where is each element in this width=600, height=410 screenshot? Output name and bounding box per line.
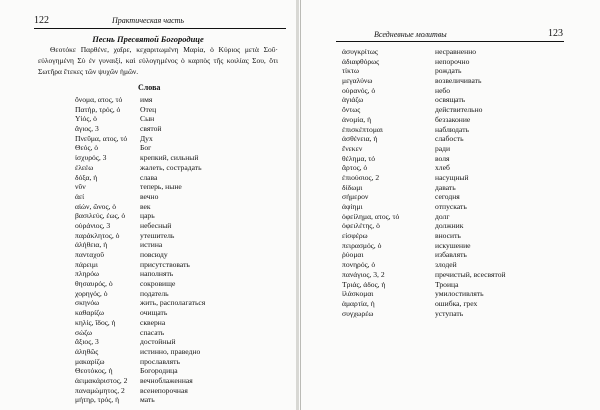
greek-word: ἰσχυρός, 3 bbox=[75, 153, 107, 163]
greek-word: κηλίς, ῖδος, ἡ bbox=[75, 317, 116, 327]
header-rule bbox=[336, 41, 564, 42]
russian-translation: пречистый, всесвятой bbox=[435, 269, 506, 279]
russian-translation: истина bbox=[140, 240, 163, 250]
russian-translation: небо bbox=[435, 85, 451, 95]
russian-translation: несравненно bbox=[435, 47, 477, 56]
greek-word: ἅγιος, 3 bbox=[75, 124, 99, 134]
russian-translation: действительно bbox=[435, 105, 483, 115]
greek-word: χορηγός, ὁ bbox=[75, 288, 108, 298]
russian-translation: ради bbox=[435, 143, 451, 153]
russian-translation: спасать bbox=[140, 327, 165, 337]
russian-translation: ошибка, грех bbox=[435, 298, 478, 308]
greek-word: ἀνομία, ἡ bbox=[342, 114, 372, 124]
greek-word: ἐπισκέπτομαι bbox=[342, 124, 383, 134]
russian-translation: слава bbox=[140, 172, 158, 182]
greek-word: πληρόω bbox=[75, 269, 100, 279]
greek-word: σήμερον bbox=[342, 192, 369, 202]
russian-translation: злодей bbox=[435, 260, 457, 270]
russian-translation: вносить bbox=[435, 231, 461, 241]
russian-translation: Дух bbox=[140, 133, 153, 143]
russian-translation: слабость bbox=[435, 134, 464, 144]
russian-translation: крепкий, сильный bbox=[140, 153, 199, 163]
greek-word: δόξα, ἡ bbox=[75, 172, 98, 182]
greek-word: ὀφειλέτης, ὁ bbox=[342, 221, 380, 231]
greek-word: ἁμαρτία, ἡ bbox=[342, 298, 375, 308]
russian-translation: беззаконие bbox=[435, 114, 471, 124]
russian-translation: очищать bbox=[140, 308, 168, 318]
russian-translation: сокровище bbox=[140, 279, 176, 289]
prayer-text-block bbox=[38, 44, 278, 77]
left-page bbox=[0, 0, 296, 410]
greek-word: πάρειμι bbox=[75, 259, 98, 269]
greek-word: ἱλάσκομαι bbox=[342, 289, 374, 299]
russian-translation: прославлять bbox=[140, 356, 180, 366]
russian-translation: долг bbox=[435, 211, 450, 221]
russian-translation: жить, располагаться bbox=[140, 298, 206, 308]
russian-translation: непорочно bbox=[435, 56, 470, 66]
russian-translation: отпускать bbox=[435, 202, 467, 211]
russian-translation: достойный bbox=[140, 337, 176, 347]
greek-word: μήτηρ, τρός, ἡ bbox=[75, 395, 120, 405]
russian-translation: царь bbox=[140, 211, 155, 221]
greek-word: καθαρίζω bbox=[75, 308, 105, 318]
running-header: Вседневные молитвы bbox=[374, 30, 447, 39]
greek-word: παναμώμητος, 2 bbox=[75, 385, 125, 395]
russian-translation: Бог bbox=[140, 143, 152, 153]
greek-word: Πατήρ, τρός, ὁ bbox=[75, 104, 121, 114]
russian-translation: освящать bbox=[435, 95, 466, 105]
russian-translation: наполнять bbox=[140, 269, 174, 279]
greek-word: ἀδιαφθόρως bbox=[342, 56, 380, 66]
russian-translation: воля bbox=[435, 153, 450, 163]
russian-translation: всенепорочная bbox=[140, 385, 188, 395]
russian-translation: наблюдать bbox=[435, 124, 470, 134]
greek-word: ἁγιάζω bbox=[342, 95, 364, 105]
greek-word: ἄξιος, 3 bbox=[75, 337, 99, 347]
russian-translation: искушение bbox=[435, 240, 471, 250]
greek-word: θησαυρός, ὁ bbox=[75, 279, 113, 289]
russian-translation: теперь, ныне bbox=[140, 182, 182, 192]
russian-translation: святой bbox=[140, 124, 162, 134]
russian-translation: Отец bbox=[140, 104, 157, 114]
greek-word: Θεοτόκος, ἡ bbox=[75, 366, 113, 376]
greek-word: ὀφείλημα, ατος, τό bbox=[342, 211, 400, 221]
greek-word: θέλημα, τό bbox=[342, 153, 376, 163]
russian-translation: умилостивлять bbox=[435, 289, 484, 299]
greek-word: πονηρός, ὁ bbox=[342, 260, 376, 270]
song-title: Песнь Пресвятой Богородице bbox=[92, 34, 204, 44]
russian-translation: имя bbox=[140, 95, 153, 104]
greek-word: βασιλεύς, έως, ὁ bbox=[75, 211, 126, 221]
greek-word: τίκτω bbox=[342, 66, 359, 76]
greek-word: μεγαλύνω bbox=[342, 76, 373, 86]
russian-translation: Богородица bbox=[140, 366, 178, 376]
russian-translation: давать bbox=[435, 182, 456, 192]
greek-word: ἀλήθεια, ἡ bbox=[75, 240, 108, 250]
russian-translation: вечно bbox=[140, 191, 159, 201]
greek-word: ἀληθῶς bbox=[75, 346, 99, 356]
greek-word: συγχωρέω bbox=[342, 308, 374, 318]
header-rule bbox=[34, 28, 286, 29]
greek-word: οὐρανός, ὁ bbox=[342, 85, 376, 95]
russian-translation: век bbox=[140, 201, 151, 211]
greek-word: Πνεῦμα, ατος, τό bbox=[75, 133, 128, 143]
russian-translation: уступать bbox=[435, 308, 464, 318]
greek-word: ἀσυγκρίτως bbox=[342, 47, 378, 56]
greek-word: αἰών, ῶνος, ὁ bbox=[75, 201, 117, 211]
greek-word: πειρασμός, ὁ bbox=[342, 240, 382, 250]
greek-word: οὐράνιος, 3 bbox=[75, 220, 111, 230]
greek-word: ὄνομα, ατος, τό bbox=[75, 95, 123, 104]
russian-translation: утешитель bbox=[140, 230, 175, 240]
greek-word: σώζω bbox=[75, 327, 92, 337]
running-header: Практическая часть bbox=[112, 16, 185, 25]
russian-translation: истинно, праведно bbox=[140, 346, 201, 356]
greek-word: δίδωμι bbox=[342, 182, 363, 192]
greek-word: ἕνεκεν bbox=[342, 143, 363, 153]
greek-word: ἐπιούσιος, 2 bbox=[342, 172, 380, 182]
page-number: 123 bbox=[548, 28, 563, 39]
right-page bbox=[302, 0, 600, 410]
russian-translation: Сын bbox=[140, 114, 155, 124]
greek-word: ἄρτος, ὁ bbox=[342, 163, 368, 173]
greek-word: Θεός, ὁ bbox=[75, 143, 99, 153]
greek-word: Τριάς, άδος, ἡ bbox=[342, 279, 386, 289]
greek-word: Υἱός, ὁ bbox=[75, 114, 97, 124]
book-gutter-line bbox=[300, 0, 301, 410]
russian-translation: избавлять bbox=[435, 250, 467, 260]
page-number: 122 bbox=[34, 15, 49, 26]
prayer-paragraph: Θεοτόκε Παρθένε, χαῖρε, κεχαριτωμένη Μαρία, ὁ Κύριος μετὰ Σοῦ· εὐλογημένη Σὺ ἐν γυναιξί, καὶ εὐλογημένος ὁ καρπὸς τῆς κοιλίας Σου, ὅτι Σωτῆρα ἔτεκες τῶν ψυχῶν ἡμῶν. bbox=[38, 45, 278, 76]
russian-translation: скверна bbox=[140, 317, 166, 327]
russian-translation: вечноблаженная bbox=[140, 375, 193, 385]
russian-translation: повсюду bbox=[140, 250, 168, 259]
greek-word: νῦν bbox=[75, 182, 86, 192]
greek-word: μακαρίζω bbox=[75, 356, 105, 366]
russian-translation: возвеличивать bbox=[435, 76, 482, 86]
greek-word: ἀειμακάριστος, 2 bbox=[75, 375, 128, 385]
russian-translation: присутствовать bbox=[140, 259, 190, 269]
russian-translation: податель bbox=[140, 288, 169, 298]
words-heading: Слова bbox=[138, 83, 161, 92]
greek-word: ἐλεέω bbox=[75, 162, 94, 172]
russian-translation: должник bbox=[435, 221, 464, 231]
russian-translation: Троица bbox=[435, 279, 459, 289]
greek-word: ἀεί bbox=[75, 191, 85, 201]
russian-translation: мать bbox=[140, 395, 155, 405]
greek-word: ἀφίημι bbox=[342, 202, 363, 211]
book-gutter bbox=[296, 0, 299, 410]
greek-word: ἀσθένεια, ἡ bbox=[342, 134, 378, 144]
russian-translation: насущный bbox=[435, 172, 469, 182]
russian-translation: жалеть, сострадать bbox=[140, 162, 202, 172]
greek-word: ὄντως bbox=[342, 105, 361, 115]
greek-word: πανάγιος, 3, 2 bbox=[342, 269, 385, 279]
russian-translation: хлеб bbox=[435, 163, 450, 173]
russian-translation: рождать bbox=[435, 66, 462, 76]
greek-word: παράκλητος, ὁ bbox=[75, 230, 120, 240]
russian-translation: небесный bbox=[140, 220, 172, 230]
greek-word: ῥύομαι bbox=[342, 250, 364, 260]
russian-translation: сегодня bbox=[435, 192, 460, 202]
greek-word: σκηνόω bbox=[75, 298, 100, 308]
greek-word: πανταχοῦ bbox=[75, 250, 105, 259]
greek-word: εἰσφέρω bbox=[342, 231, 368, 241]
